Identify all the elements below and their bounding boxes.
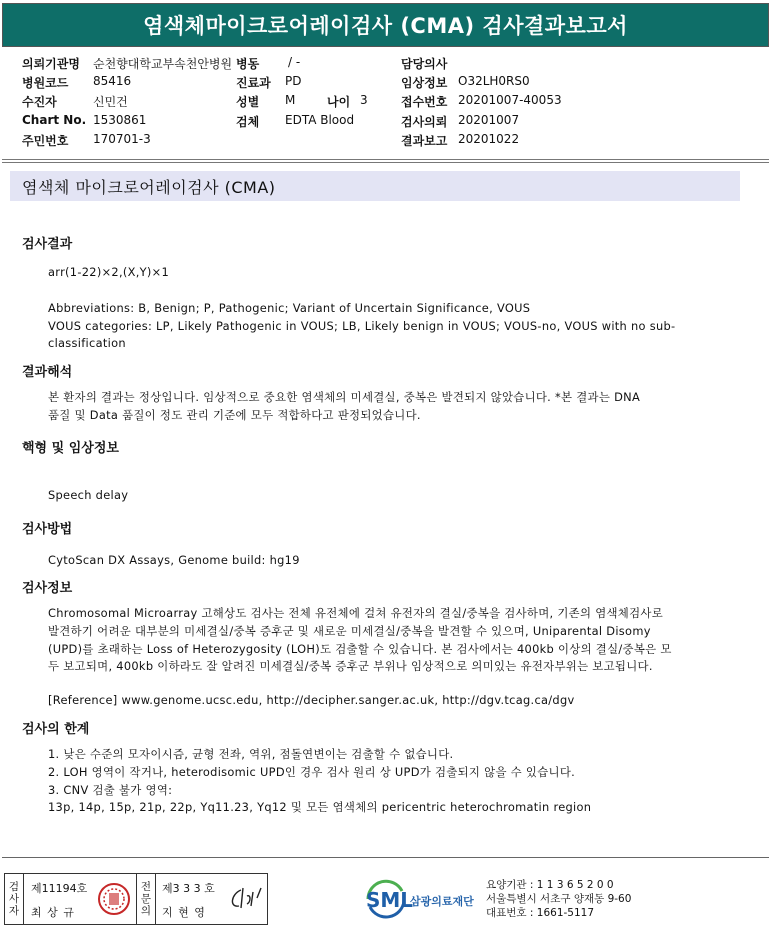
test-info-line: (UPD)를 초래하는 Loss of Heterozygosity (LOH)도 검출할 수 있습니다. 본 검사에서는 400kb 이상의 결실/중복은 모: [48, 642, 672, 656]
interpretation-heading: 결과해석: [22, 365, 73, 380]
divider: [2, 159, 769, 163]
org-name: 삼광의료재단: [410, 895, 474, 908]
dept-value: PD: [285, 74, 302, 88]
result-heading: 검사결과: [22, 237, 73, 252]
method-heading: 검사방법: [22, 522, 73, 537]
limit-item: 2. LOH 영역이 작거나, heterodisomic UPD인 경우 검사 원리 상 UPD가 검출되지 않을 수 있습니다.: [48, 765, 576, 779]
receipt-value: 20201007-40053: [458, 93, 562, 107]
signature-box: [4, 873, 268, 925]
age-label: 나이: [327, 95, 351, 109]
interpretation-line: 본 환자의 결과는 정상입니다. 임상적으로 중요한 염색체의 미세결실, 중복은 발견되지 않았습니다. *본 결과는 DNA: [48, 390, 641, 404]
chart-value: 1530861: [93, 113, 147, 127]
seal-stamp: [97, 882, 131, 916]
abbreviations-text: Abbreviations: B, Benign; P, Pathogenic; Variant of Uncertain Significance, VOUS: [48, 301, 531, 315]
karyotype-result: arr(1-22)×2,(X,Y)×1: [48, 265, 170, 279]
footer-divider: [2, 857, 769, 858]
limit-item: 13p, 14p, 15p, 21p, 22p, Yq11.23, Yq12 및 모든 염색체의 pericentric heterochromatin region: [48, 800, 592, 814]
sml-logo: [364, 879, 482, 919]
ward-label: 병동: [236, 57, 260, 71]
rrn-label: 주민번호: [22, 134, 69, 148]
request-label: 검사의뢰: [401, 115, 448, 129]
name-value: 신민건: [93, 95, 128, 109]
report-title: 염색체마이크로어레이검사 (CMA) 검사결과보고서: [2, 3, 769, 47]
institution-label: 의뢰기관명: [22, 57, 80, 71]
test-info-line: 두 보고되며, 400kb 이하라도 잘 알려진 미세결실/중복 증후군 부위나 임상적으로 의미있는 유전자부위는 보고됩니다.: [48, 659, 653, 673]
signer2-license: 제3 3 3 호: [162, 882, 215, 895]
request-value: 20201007: [458, 113, 520, 127]
specimen-label: 검체: [236, 115, 260, 129]
sex-label: 성별: [236, 95, 260, 109]
signer2-role: 전 문 의: [136, 874, 156, 924]
section-title: 염색체 마이크로어레이검사 (CMA): [10, 171, 740, 201]
hospital-code-label: 병원코드: [22, 76, 69, 90]
name-label: 수진자: [22, 95, 57, 109]
clinical-value: O32LH0RS0: [458, 74, 530, 88]
org-info: [486, 878, 631, 920]
chart-label: Chart No.: [22, 113, 87, 127]
test-info-heading: 검사정보: [22, 581, 73, 596]
org-phone: 대표번호 : 1661-5117: [486, 907, 595, 919]
org-code: 요양기관 : 1 1 3 6 5 2 0 0: [486, 879, 614, 891]
test-info-line: 발견하기 어려운 대부분의 미세결실/중복 증후군 및 새로운 미세결실/중복을 발견할 수 있으며, Uniparental Disomy: [48, 624, 651, 638]
report-date-label: 결과보고: [401, 134, 448, 148]
limits-heading: 검사의 한계: [22, 722, 90, 737]
report-date-value: 20201022: [458, 132, 520, 146]
logo-text: SML: [366, 888, 414, 912]
clinical-label: 임상정보: [401, 76, 448, 90]
rrn-value: 170701-3: [93, 132, 151, 146]
handwritten-signature: [227, 884, 263, 914]
signer2-name: 지 현 영: [162, 906, 206, 919]
signer1-role: 검 사 자: [5, 874, 24, 924]
signer1-name: 최 상 규: [31, 906, 75, 919]
signer1-license: 제11194호: [31, 882, 88, 895]
reference-text: [Reference] www.genome.ucsc.edu, http://decipher.sanger.ac.uk, http://dgv.tcag.ca/dgv: [48, 693, 575, 707]
interpretation-line: 품질 및 Data 품질이 정도 관리 기준에 모두 적합하다고 판정되었습니다.: [48, 408, 421, 422]
method-text: CytoScan DX Assays, Genome build: hg19: [48, 553, 300, 567]
doctor-label: 담당의사: [401, 57, 448, 71]
patient-info-block: [0, 52, 771, 157]
limit-item: 3. CNV 검출 불가 영역:: [48, 783, 173, 797]
dept-label: 진료과: [236, 76, 271, 90]
hospital-code-value: 85416: [93, 74, 132, 88]
sex-value: M: [285, 93, 296, 107]
vous-categories-text-cont: classification: [48, 336, 126, 350]
institution-value: 순천향대학교부속천안병원: [93, 57, 233, 71]
ward-value: / -: [288, 55, 301, 69]
test-info-line: Chromosomal Microarray 고해상도 검사는 전체 유전체에 걸쳐 유전자의 결실/중복을 검사하며, 기존의 염색체검사로: [48, 606, 664, 620]
clinical-info-heading: 핵형 및 임상정보: [22, 441, 119, 456]
receipt-label: 접수번호: [401, 95, 448, 109]
age-value: 3: [360, 93, 368, 107]
specimen-value: EDTA Blood: [285, 113, 355, 127]
clinical-info-text: Speech delay: [48, 488, 129, 502]
limit-item: 1. 낮은 수준의 모자이시즘, 균형 전좌, 역위, 점돌연변이는 검출할 수 없습니다.: [48, 747, 454, 761]
org-address: 서울특별시 서초구 양재동 9-60: [486, 893, 632, 905]
vous-categories-text: VOUS categories: LP, Likely Pathogenic in VOUS; LB, Likely benign in VOUS; VOUS-no, VOUS with no sub-: [48, 319, 676, 333]
